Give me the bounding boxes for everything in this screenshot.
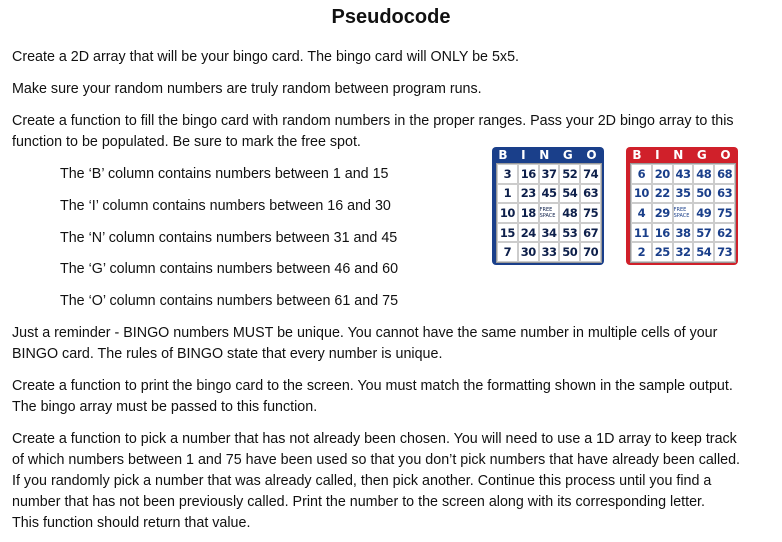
bingo-cell: 11	[631, 223, 652, 243]
bingo-cell: 38	[673, 223, 694, 243]
bingo-card-grid	[496, 163, 602, 263]
range-i: The ‘I’ column contains numbers between 16 and 30	[60, 198, 391, 214]
bingo-cell: 7	[497, 242, 518, 262]
header-letter-i: I	[655, 148, 661, 162]
bingo-cell: 68	[714, 164, 735, 184]
bingo-cell: 70	[580, 242, 601, 262]
bingo-cell: 4	[631, 203, 652, 223]
range-n: The ‘N’ column contains numbers between 31 and 45	[60, 230, 398, 246]
bingo-cell: 25	[652, 242, 673, 262]
paragraph-pick-line-3: If you randomly pick a number that was already called, then pick another. Continue this process until you find a	[12, 473, 712, 489]
bingo-cell: 10	[631, 184, 652, 204]
bingo-cell: 6	[631, 164, 652, 184]
page-title: Pseudocode	[331, 6, 451, 28]
paragraph-pick-line-1: Create a function to pick a number that has not already been chosen. You will need to use a 1D array to keep track	[12, 431, 737, 447]
bingo-cell: 2	[631, 242, 652, 262]
bingo-cell: 75	[580, 203, 601, 223]
bingo-card-grid	[630, 163, 736, 263]
bingo-cell: 16	[652, 223, 673, 243]
bingo-cell: 43	[673, 164, 694, 184]
bingo-cell: 54	[559, 184, 580, 204]
bingo-cell: 48	[559, 203, 580, 223]
header-letter-g: G	[696, 148, 708, 162]
bingo-cell: 35	[673, 184, 694, 204]
bingo-cell: 53	[559, 223, 580, 243]
paragraph-fill-line-2: function to be populated. Be sure to mark the free spot.	[12, 134, 361, 150]
bingo-cell: 20	[652, 164, 673, 184]
bingo-cell: 18	[518, 203, 539, 223]
paragraph-pick-line-5: This function should return that value.	[12, 515, 251, 531]
bingo-cell: 33	[539, 242, 560, 262]
bingo-cell: 52	[559, 164, 580, 184]
paragraph-pick-line-4: number that has not been previously called. Print the number to the screen along with its corresponding letter.	[12, 494, 706, 510]
bingo-cell: 63	[714, 184, 735, 204]
bingo-cell: 24	[518, 223, 539, 243]
bingo-cell: 16	[518, 164, 539, 184]
bingo-cell: 10	[497, 203, 518, 223]
bingo-cell: 48	[693, 164, 714, 184]
bingo-cell: 1	[497, 184, 518, 204]
range-g: The ‘G’ column contains numbers between 46 and 60	[60, 261, 399, 277]
bingo-cell: 15	[497, 223, 518, 243]
header-letter-b: B	[498, 148, 509, 162]
bingo-cell: 50	[559, 242, 580, 262]
bingo-cell: 74	[580, 164, 601, 184]
bingo-cell: 49	[693, 203, 714, 223]
header-letter-n: N	[539, 148, 551, 162]
bingo-cell: 54	[693, 242, 714, 262]
bingo-cell: 45	[539, 184, 560, 204]
bingo-cell: 57	[693, 223, 714, 243]
bingo-cell: 22	[652, 184, 673, 204]
paragraph-print-line-2: The bingo array must be passed to this function.	[12, 399, 318, 415]
bingo-cell: 3	[497, 164, 518, 184]
bingo-cell: 73	[714, 242, 735, 262]
bingo-cell: 67	[580, 223, 601, 243]
bingo-card-blue	[492, 147, 604, 265]
free-space-cell: FREE SPACE	[673, 203, 694, 223]
bingo-cell: 37	[539, 164, 560, 184]
bingo-cell: 32	[673, 242, 694, 262]
paragraph-pick-line-2: of which numbers between 1 and 75 have been used so that you don’t pick numbers that have already been called.	[12, 452, 741, 468]
bingo-cell: 75	[714, 203, 735, 223]
paragraph-unique-line-1: Just a reminder - BINGO numbers MUST be unique. You cannot have the same number in multiple cells of your	[12, 325, 718, 341]
header-letter-o: O	[586, 148, 598, 162]
header-letter-i: I	[521, 148, 527, 162]
header-letter-o: O	[720, 148, 732, 162]
paragraph-unique-line-2: BINGO card. The rules of BINGO state that every number is unique.	[12, 346, 443, 362]
range-o: The ‘O’ column contains numbers between 61 and 75	[60, 293, 399, 309]
bingo-cell: 23	[518, 184, 539, 204]
free-space-cell: FREE SPACE	[539, 203, 560, 223]
bingo-cell: 34	[539, 223, 560, 243]
range-b: The ‘B’ column contains numbers between 1 and 15	[60, 166, 389, 182]
paragraph-random: Make sure your random numbers are truly random between program runs.	[12, 81, 482, 97]
header-letter-g: G	[562, 148, 574, 162]
bingo-card-header	[492, 147, 604, 163]
bingo-card-red	[626, 147, 738, 265]
bingo-cell: 50	[693, 184, 714, 204]
bingo-cell: 62	[714, 223, 735, 243]
paragraph-fill-line-1: Create a function to fill the bingo card with random numbers in the proper ranges. Pass your 2D bingo array to this	[12, 113, 734, 129]
bingo-cell: 29	[652, 203, 673, 223]
header-letter-n: N	[673, 148, 685, 162]
bingo-cell: 63	[580, 184, 601, 204]
header-letter-b: B	[632, 148, 643, 162]
bingo-card-header	[626, 147, 738, 163]
paragraph-2d-array: Create a 2D array that will be your bingo card. The bingo card will ONLY be 5x5.	[12, 49, 520, 65]
bingo-cell: 30	[518, 242, 539, 262]
paragraph-print-line-1: Create a function to print the bingo card to the screen. You must match the formatting shown in the sample output.	[12, 378, 733, 394]
